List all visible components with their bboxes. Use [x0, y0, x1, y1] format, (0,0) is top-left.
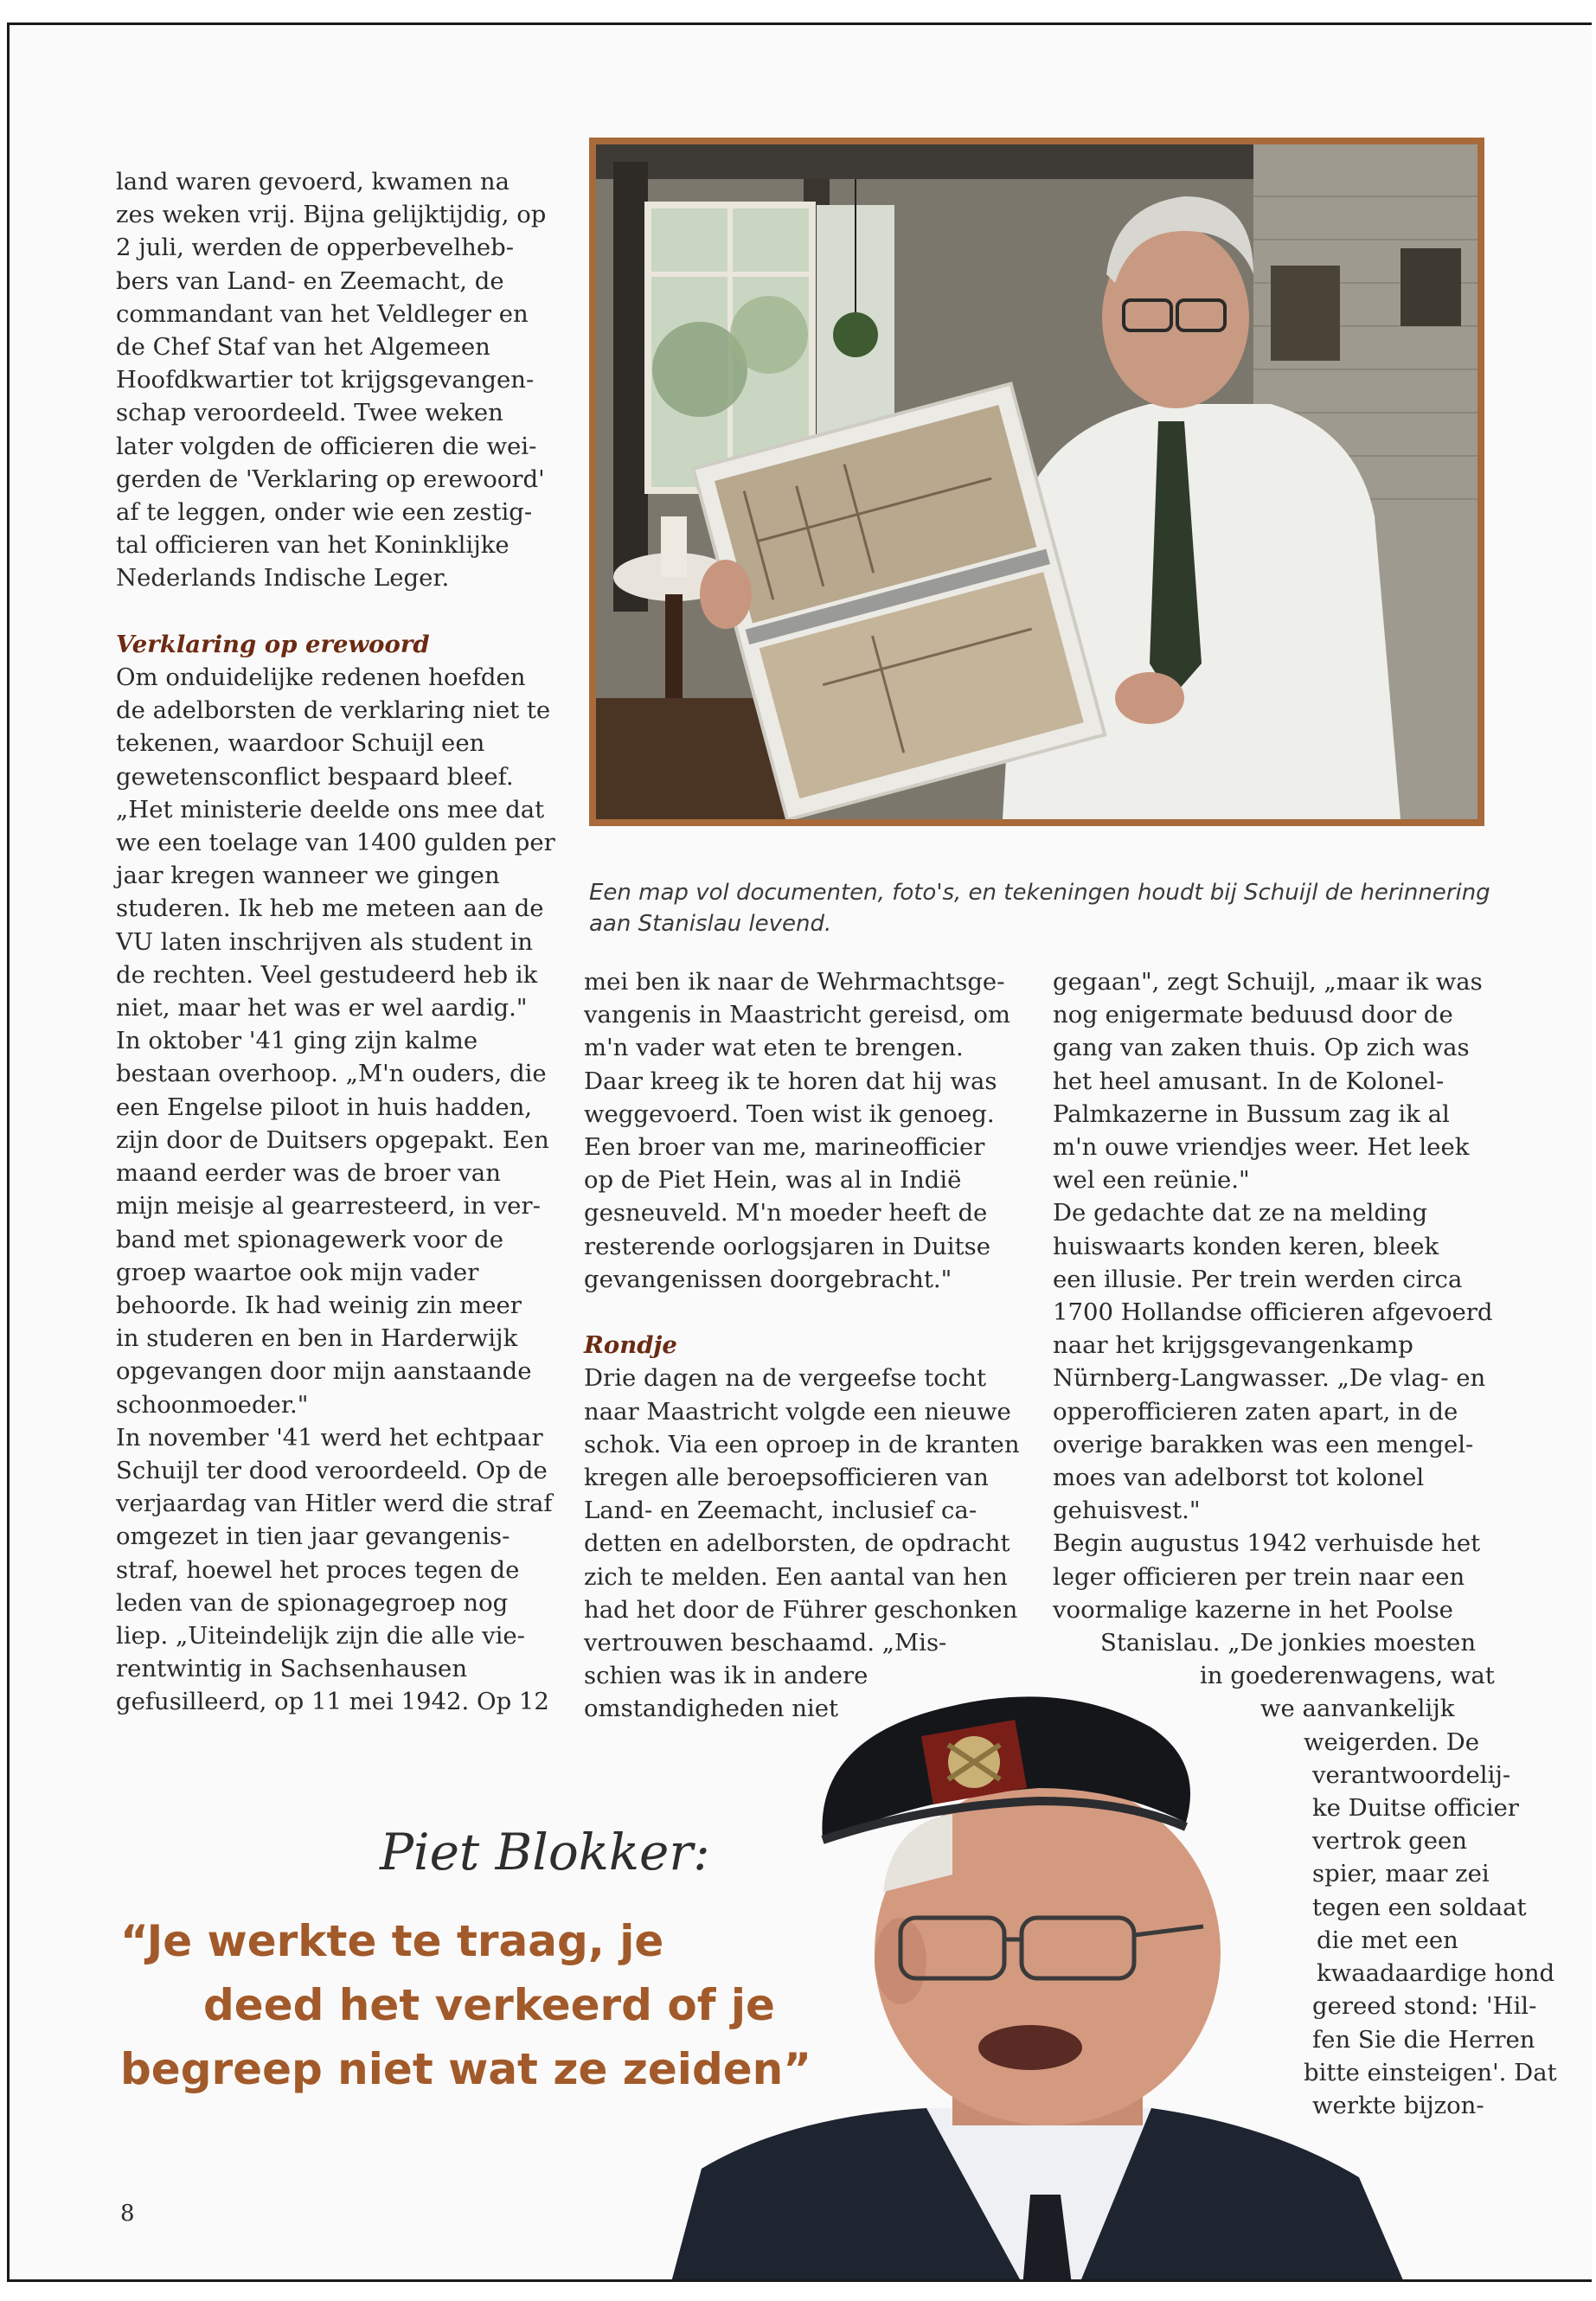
paragraph-gap: [584, 1296, 1020, 1329]
text-line: rentwintig in Sachsenhausen: [116, 1655, 468, 1683]
section-heading: Verklaring op erewoord: [116, 630, 430, 658]
text-line: Begin augustus 1942 verhuisde het: [1053, 1529, 1481, 1558]
text-line: land waren gevoerd, kwamen na: [116, 168, 510, 195]
text-line: nog enigermate beduusd door de: [1053, 1001, 1453, 1029]
text-line: zes weken vrij. Bijna gelijktijdig, op: [116, 201, 547, 229]
text-line: omstandigheden niet: [584, 1695, 839, 1723]
text-line: spier, maar zei: [1312, 1860, 1490, 1888]
pull-quote-line: “Je werkte te traag, je: [120, 1916, 664, 1966]
text-line: bers van Land- en Zeemacht, de: [116, 266, 504, 295]
text-line: ke Duitse officier: [1312, 1794, 1519, 1823]
text-line: vertrouwen beschaamd. „Mis-: [584, 1629, 947, 1657]
text-line: Land- en Zeemacht, inclusief ca-: [584, 1497, 977, 1525]
text-line: Schuijl ter dood veroordeeld. Op de: [116, 1456, 548, 1484]
text-line: Nürnberg-Langwasser. „De vlag- en: [1053, 1364, 1486, 1393]
text-line: naar het krijgsgevangenkamp: [1053, 1331, 1413, 1360]
text-line: werkte bijzon-: [1312, 2091, 1484, 2119]
text-line: opgevangen door mijn aanstaande: [116, 1357, 532, 1386]
text-line: leger officieren per trein naar een: [1053, 1562, 1465, 1591]
text-line: gegaan", zegt Schuijl, „maar ik was: [1053, 968, 1483, 996]
text-line: we aanvankelijk: [1260, 1695, 1455, 1723]
text-line: resterende oorlogsjaren in Duitse: [584, 1232, 990, 1260]
text-line: gehuisvest.": [1053, 1497, 1201, 1525]
text-line: 1700 Hollandse officieren afgevoerd: [1053, 1298, 1493, 1327]
text-line: de rechten. Veel gestudeerd heb ik: [116, 960, 538, 989]
pull-quote-line: begreep niet wat ze zeiden”: [120, 2044, 812, 2094]
text-line: overige barakken was een mengel-: [1053, 1430, 1474, 1458]
text-line: Een broer van me, marineofficier: [584, 1133, 985, 1162]
pull-quote-speaker: Piet Blokker:: [380, 1823, 710, 1881]
text-line: moes van adelborst tot kolonel: [1053, 1464, 1425, 1492]
text-line: opperofficieren zaten apart, in de: [1053, 1397, 1458, 1426]
text-line: mei ben ik naar de Wehrmachtsge-: [584, 968, 1005, 996]
text-line: voormalige kazerne in het Poolse: [1053, 1595, 1453, 1624]
text-line: detten en adelborsten, de opdracht: [584, 1529, 1010, 1558]
text-line: Stanislau. „De jonkies moesten: [1100, 1629, 1477, 1657]
photo-caption: [589, 877, 1490, 939]
text-line: het heel amusant. In de Kolonel-: [1053, 1067, 1445, 1095]
text-line: naar Maastricht volgde een nieuwe: [584, 1397, 1011, 1426]
text-line: schap veroordeeld. Twee weken: [116, 399, 503, 427]
text-line: kregen alle beroepsofficieren van: [584, 1464, 989, 1492]
article-column-2: [584, 965, 1020, 1726]
text-line: m'n vader wat eten te brengen.: [584, 1034, 964, 1062]
text-line: maand eerder was de broer van: [116, 1159, 501, 1188]
text-line: af te leggen, onder wie een zestig-: [116, 498, 533, 527]
text-line: bestaan overhoop. „M'n ouders, die: [116, 1060, 547, 1088]
text-line: had het door de Führer geschonken: [584, 1595, 1018, 1624]
text-line: mijn meisje al gearresteerd, in ver-: [116, 1192, 541, 1221]
text-line: commandant van het Veldleger en: [116, 299, 529, 328]
text-line: De gedachte dat ze na melding: [1053, 1199, 1428, 1227]
text-line: die met een: [1317, 1926, 1458, 1954]
text-line: jaar kregen wanneer we gingen: [116, 862, 500, 890]
text-line: omgezet in tien jaar gevangenis-: [116, 1522, 510, 1551]
text-line: Om onduidelijke redenen hoefden: [116, 663, 526, 692]
text-line: tal officieren van het Koninklijke: [116, 531, 510, 560]
text-line: schok. Via een oproep in de kranten: [584, 1430, 1020, 1458]
text-line: band met spionagewerk voor de: [116, 1225, 504, 1253]
text-line: groep waartoe ook mijn vader: [116, 1258, 479, 1286]
text-line: „Het ministerie deelde ons mee dat: [116, 795, 545, 824]
text-line: in goederenwagens, wat: [1200, 1662, 1495, 1690]
text-line: gesneuveld. M'n moeder heeft de: [584, 1199, 988, 1227]
text-line: Hoofdkwartier tot krijgsgevangen-: [116, 366, 535, 394]
text-line: In oktober '41 ging zijn kalme: [116, 1027, 478, 1055]
text-line: gewetensconflict bespaard bleef.: [116, 762, 514, 791]
text-line: kwaadaardige hond: [1317, 1959, 1555, 1988]
text-line: vertrok geen: [1312, 1827, 1467, 1856]
text-line: VU laten inschrijven als student in: [116, 927, 534, 956]
text-line: gefusilleerd, op 11 mei 1942. Op 12: [116, 1688, 549, 1716]
text-line: weggevoerd. Toen wist ik genoeg.: [584, 1099, 995, 1128]
caption-line: aan Stanislau levend.: [589, 911, 832, 937]
text-line: tegen een soldaat: [1312, 1893, 1527, 1921]
page-number: 8: [120, 2201, 135, 2227]
text-line: m'n ouwe vriendjes weer. Het leek: [1053, 1133, 1470, 1162]
magazine-page: [7, 22, 1592, 2282]
text-line: bitte einsteigen'. Dat: [1304, 2058, 1557, 2086]
text-line: in studeren en ben in Harderwijk: [116, 1324, 518, 1353]
text-line: op de Piet Hein, was al in Indië: [584, 1166, 962, 1195]
text-line: de adelborsten de verklaring niet te: [116, 696, 551, 725]
text-line: tekenen, waardoor Schuijl een: [116, 729, 485, 758]
text-line: Nederlands Indische Leger.: [116, 564, 450, 593]
text-line: zich te melden. Een aantal van hen: [584, 1562, 1008, 1591]
text-line: we een toelage van 1400 gulden per: [116, 829, 555, 857]
text-line: wel een reünie.": [1053, 1166, 1250, 1195]
text-line: In november '41 werd het echtpaar: [116, 1423, 543, 1452]
text-line: een Engelse piloot in huis hadden,: [116, 1093, 533, 1121]
caption-line: Een map vol documenten, foto's, en tekeningen houdt bij Schuijl de herinnering: [589, 880, 1490, 906]
section-heading: Rondje: [584, 1331, 677, 1360]
pull-quote: [120, 1909, 811, 2101]
pull-quote-line: deed het verkeerd of je: [203, 1980, 775, 2030]
text-line: Daar kreeg ik te horen dat hij was: [584, 1067, 997, 1095]
text-line: de Chef Staf van het Algemeen: [116, 333, 490, 362]
text-line: huiswaarts konden keren, bleek: [1053, 1232, 1439, 1260]
text-line: straf, hoewel het proces tegen de: [116, 1555, 520, 1584]
text-line: gang van zaken thuis. Op zich was: [1053, 1034, 1470, 1062]
text-line: 2 juli, werden de opperbevelheb-: [116, 234, 515, 262]
text-line: vangenis in Maastricht gereisd, om: [584, 1001, 1011, 1029]
text-line: zijn door de Duitsers opgepakt. Een: [116, 1125, 549, 1154]
text-line: fen Sie die Herren: [1312, 2025, 1535, 2054]
text-line: leden van de spionagegroep nog: [116, 1588, 509, 1617]
text-line: een illusie. Per trein werden circa: [1053, 1265, 1463, 1293]
paragraph-gap: [116, 595, 555, 628]
text-line: gevangenissen doorgebracht.": [584, 1265, 952, 1293]
article-column-1: [116, 165, 555, 1719]
photo-man-with-album: [596, 144, 1477, 819]
text-line: verantwoordelij-: [1312, 1760, 1511, 1789]
text-line: liep. „Uiteindelijk zijn die alle vie-: [116, 1621, 525, 1650]
text-line: schoonmoeder.": [116, 1390, 309, 1419]
text-line: verjaardag van Hitler werd die straf: [116, 1490, 553, 1518]
text-line: later volgden de officieren die wei-: [116, 432, 537, 460]
text-line: schien was ik in andere: [584, 1662, 869, 1690]
photo-frame: [589, 138, 1484, 826]
text-line: niet, maar het was er wel aardig.": [116, 994, 528, 1022]
text-line: gerden de 'Verklaring op erewoord': [116, 465, 545, 493]
text-line: Drie dagen na de vergeefse tocht: [584, 1364, 986, 1393]
text-line: behoorde. Ik had weinig zin meer: [116, 1291, 522, 1319]
text-line: Palmkazerne in Bussum zag ik al: [1053, 1099, 1450, 1128]
text-line: gereed stond: 'Hil-: [1312, 1992, 1537, 2021]
text-line: studeren. Ik heb me meteen aan de: [116, 894, 544, 923]
text-line: weigerden. De: [1304, 1727, 1480, 1756]
